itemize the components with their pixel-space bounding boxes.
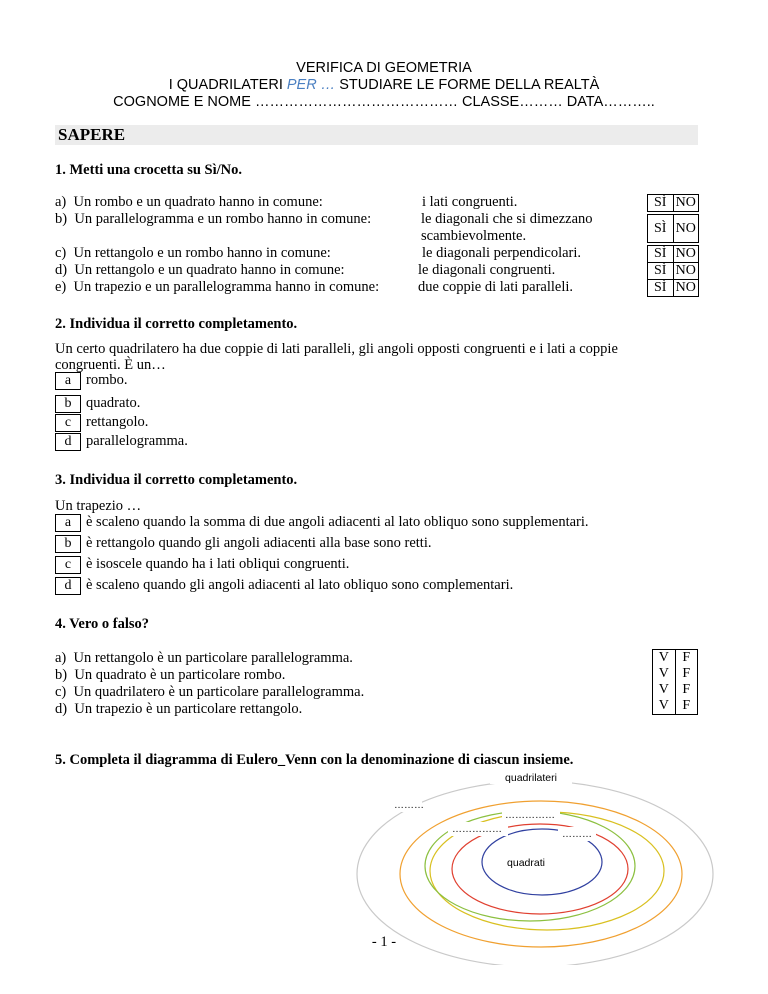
blank-label-2[interactable]: ……………	[505, 810, 555, 821]
v-option-a[interactable]: V	[658, 650, 669, 665]
q1-item-e: e) Un trapezio e un parallelogramma hanno in comune:	[55, 279, 380, 295]
q3-option-c-text: è isoscele quando ha i lati obliqui congruenti.	[86, 556, 350, 572]
q2-option-c-box[interactable]: c	[55, 414, 81, 432]
no-option-e[interactable]: NO	[673, 280, 699, 296]
q1-item-d: d) Un rettangolo e un quadrato hanno in comune:	[55, 262, 345, 278]
q4-item-a: a) Un rettangolo è un particolare parallelogramma.	[55, 650, 353, 666]
si-option-c[interactable]: SÌ	[654, 246, 667, 261]
q2-title: 2. Individua il corretto completamento.	[55, 316, 298, 332]
q1-item-b: b) Un parallelogramma e un rombo hanno in comune:	[55, 211, 372, 227]
q1-answer-b: le diagonali che si dimezzano	[421, 211, 593, 227]
no-option-d[interactable]: NO	[673, 263, 699, 279]
set-red	[452, 824, 628, 914]
q1-answer-b-cont: scambievolmente.	[421, 228, 527, 244]
q1-answer-c: le diagonali perpendicolari.	[422, 245, 582, 261]
q3-option-c-box[interactable]: c	[55, 556, 81, 574]
f-option-d[interactable]: F	[675, 698, 698, 714]
subtitle-suffix: STUDIARE LE FORME DELLA REALTÀ	[335, 77, 600, 93]
si-option-a[interactable]: SÌ	[654, 195, 667, 210]
q3-option-d-box[interactable]: d	[55, 577, 81, 595]
q2-option-a-text: rombo.	[86, 372, 128, 388]
label-quadrati: quadrati	[507, 857, 545, 869]
header-title: VERIFICA DI GEOMETRIA	[296, 60, 472, 76]
q3-option-a-box[interactable]: a	[55, 514, 81, 532]
label-quadrilateri: quadrilateri	[505, 772, 557, 784]
no-option-c[interactable]: NO	[673, 246, 699, 262]
si-option-d[interactable]: SÌ	[654, 263, 667, 278]
v-option-d[interactable]: V	[658, 698, 669, 713]
q1-item-c: c) Un rettangolo e un rombo hanno in comune:	[55, 245, 331, 261]
q3-option-b-box[interactable]: b	[55, 535, 81, 553]
q1-answer-d: le diagonali congruenti.	[418, 262, 556, 278]
q5-title: 5. Completa il diagramma di Eulero_Venn con la denominazione di ciascun insieme.	[55, 752, 574, 768]
q2-option-c-text: rettangolo.	[86, 414, 149, 430]
subtitle-prefix: I QUADRILATERI	[168, 77, 287, 93]
q3-title: 3. Individua il corretto completamento.	[55, 472, 298, 488]
blank-label-3[interactable]: ……………	[452, 824, 502, 835]
q2-option-d-text: parallelogramma.	[86, 433, 188, 449]
q1-title: 1. Metti una crocetta su Sì/No.	[55, 162, 242, 178]
f-option-c[interactable]: F	[675, 682, 698, 698]
q4-item-c: c) Un quadrilatero è un particolare parallelogramma.	[55, 684, 365, 700]
v-option-b[interactable]: V	[658, 666, 669, 681]
q3-stem: Un trapezio …	[55, 498, 142, 514]
header-subtitle	[0, 77, 768, 93]
q2-stem-line2: congruenti. È un…	[55, 357, 166, 373]
q1-answer-e: due coppie di lati paralleli.	[418, 279, 574, 295]
f-option-b[interactable]: F	[675, 666, 698, 682]
no-option-a[interactable]: NO	[673, 195, 699, 211]
q4-item-d: d) Un trapezio è un particolare rettangolo.	[55, 701, 303, 717]
section-title: SAPERE	[55, 125, 698, 145]
v-option-c[interactable]: V	[658, 682, 669, 697]
q3-option-d-text: è scaleno quando gli angoli adiacenti al lato obliquo sono complementari.	[86, 577, 514, 593]
sino-box-cde	[647, 245, 699, 297]
q2-option-b-text: quadrato.	[86, 395, 141, 411]
q2-stem-line1: Un certo quadrilatero ha due coppie di lati paralleli, gli angoli opposti congruenti e i lati a coppie	[55, 341, 618, 357]
subtitle-per: PER …	[286, 77, 336, 93]
si-option-e[interactable]: SÌ	[654, 280, 667, 295]
q4-title: 4. Vero o falso?	[55, 616, 149, 632]
q2-option-b-box[interactable]: b	[55, 395, 81, 413]
q1-item-a: a) Un rombo e un quadrato hanno in comune:	[55, 194, 323, 210]
blank-label-4[interactable]: ………	[562, 829, 592, 840]
q3-option-b-text: è rettangolo quando gli angoli adiacenti alla base sono retti.	[86, 535, 432, 551]
q1-answer-a: i lati congruenti.	[422, 194, 518, 210]
f-option-a[interactable]: F	[675, 650, 698, 666]
si-option-b[interactable]: SÌ	[654, 221, 667, 236]
sino-box-a	[647, 194, 699, 212]
blank-label-1[interactable]: ………	[394, 800, 424, 811]
no-option-b[interactable]: NO	[673, 215, 699, 242]
q3-option-a-text: è scaleno quando la somma di due angoli adiacenti al lato obliquo sono supplementari.	[86, 514, 589, 530]
student-info-line: COGNOME E NOME …………………………………… CLASSE……… DATA………..	[113, 94, 655, 110]
vf-box	[652, 649, 698, 715]
sino-box-b	[647, 214, 699, 243]
q2-option-a-box[interactable]: a	[55, 372, 81, 390]
q4-item-b: b) Un quadrato è un particolare rombo.	[55, 667, 286, 683]
page-number: - 1 -	[371, 934, 397, 950]
q2-option-d-box[interactable]: d	[55, 433, 81, 451]
